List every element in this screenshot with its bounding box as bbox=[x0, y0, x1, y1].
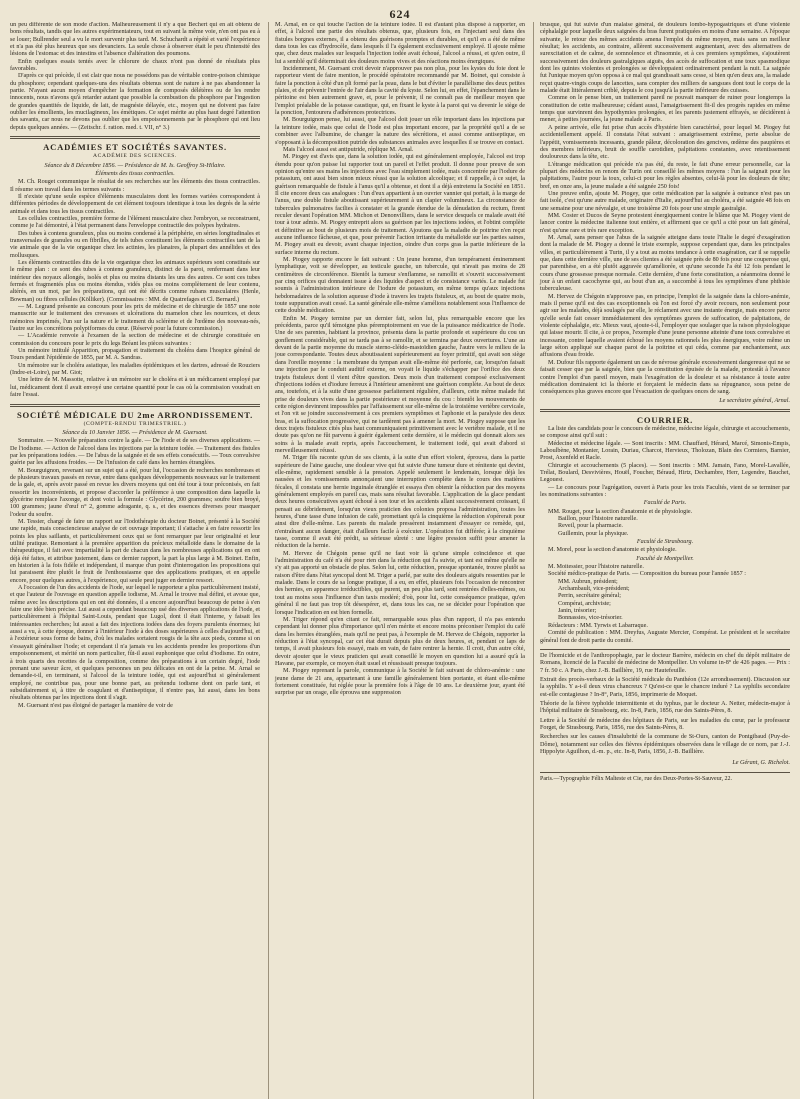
page-number: 624 bbox=[389, 7, 411, 21]
paragraph: MM. Rouget, pour la section d'anatomie et de physiologie. bbox=[548, 508, 693, 515]
session-info: Séance du 8 Décembre 1856. — Présidence de M. Is. Geoffroy St-Hilaire. bbox=[44, 162, 226, 169]
publication-notice: Extrait des procès-verbaux de la Société médicale du Panthéon (12e arrondissement). Discussion sur la syphilis. Y a-t-il deux virus chancreux ? Qu'est-ce que le chancre induré ? La syphilis secondaire est-elle contagieuse ? In-8°, Paris, 1856, imprimerie de Moquet. bbox=[540, 676, 790, 698]
list-item: Perrin, secrétaire général; bbox=[558, 593, 621, 600]
publication-notice: Lettre à la Société de médecine des hôpitaux de Paris, sur les maladies du cœur, par le professeur Forget, de Strasbourg. Paris, 1856, rue des Saints-Pères, 8. bbox=[540, 717, 790, 731]
section-title: COURRIER. bbox=[636, 414, 694, 425]
paragraph: M. Piogey est d'avis que, dans la solution iodée, qui est généralement employée, l'alcool est trop étendu pour qu'on puisse lui rapporter tout un pareil et l'effet produit. Il donne pour preuve de son opinion qu'entre ses mains les injections avec l'eau simplement iodée, mais concentrée par l'iodure de potassium, ont aussi bien sinon mieux réussi que la solution alcoolique; et il rappelle, à ce sujet, la guérison remarquable de fistule à l'anus qu'il a obtenue, et dont il a déjà entretenu la Société en 1851. Il cite encore deux cas analogues : l'un d'eux appartient à un ouvrier vannier qui portait, à la marge de l'anus, une double fistule aboutissant supérieurement à un clapier volumineux. La circonstance de tubercules pulmonaires facilies à constater et la grande étendue de la dénudation du rectum, firent reculer devant l'opération MM. Michon et Denonvilliers, dans le service desquels ce malade avait été tour à tour admis. M. Piogey entreprit alors sa guérison par les injections iodées, et l'obtint complète et définitive au bout de plusieurs mois de traitement. Ajoutons que la maladie de poitrine n'en reçut aucune influence fâcheuse, et que, pour prévenir l'action irritante du métalloïde sur les parties saines, M. Piogey avait eu devoir, avant chaque injection, oindre d'un corps gras la partie inférieure de la surface interne du rectum. bbox=[275, 154, 525, 256]
paragraph: M. Hervez de Chégoin n'approuve pas, en principe, l'emploi de la saignée dans la chloro-anémie, mais il pense qu'il est des cas exceptionnels où l'on est forcé d'y avoir recours, non seulement pour agir sur les malades, déjà soulagés par elle, le réclament avec une instante énergie, mais encore parce qu'elle seule fait cesser immédiatement des symptômes graves de suffocation, de palpitations, de violente céphalalgie, etc. Mieux vaut, ajoute-t-il, l'employer que soulager que la raison physiologique qui laisse mourir. Il cite, à ce propos, l'exemple d'une jeune personne atteinte d'une toux convulsive et incessante, contre laquelle avaient échoué les moyens rationnels les plus énergiques, voire même un large séton appliqué sur chaque paroi de la poitrine et qui céda, comme par enchantement, aux affusions d'eau froide. bbox=[540, 293, 790, 359]
paragraph: M. Tessier, chargé de faire un rapport sur l'Iodothérapie du docteur Boinet, présenté à la Société une rapide, mais consciencieuse analyse de cet ouvrage important; il s'attache à en faire ressortir les points les plus saillants, et particulièrement ceux qui se font remarquer par leur originalité et leur utilité pratique. Remontant à la première apparition du précieux métalloïde dans le domaine de la thérapeutique, il fait avec impartialité la part de chacun dans les nombreuses applications qui en ont déjà été faites, et attribue justement, dans ce dernier rapport, la part la plus large à M. Boinet. Enfin, en historien à la fois fidèle et indépendant, il marque d'un point d'interrogation les propositions qui lui paraissent être plutôt le fruit de l'enthousiasme que des applications pratiques, et en appelle encore, pour quelques autres, à l'expérience, qui seule peut juger en dernier ressort. bbox=[10, 518, 260, 584]
list-item: Reveil, pour la pharmacie. bbox=[558, 523, 623, 530]
paragraph: M. Hervez de Chégoin pense qu'il ne faut voir là qu'une simple coïncidence et que l'administration du café n'a été pour rien dans la réduction qui l'a suivie, et tant est même qu'elle ne s'y ait pas apporté un obstacle de plus. Selon lui, cette réduction, presque spontanée, trouve plutôt sa raison d'être dans l'état syncopal dont M. Triger a parlé, par suite des douleurs aiguës ressenties par le malade. Dans le cours de sa longue pratique, il a eu, en effet, plusieurs fois l'occasion de rencontrer des hernies, en apparence irréductibles, qui purent, un peu plus tard, sont rentrées d'elles-mêmes, ou tout au moins sous l'influence d'un taxis modéré; d'où, pour lui, cette conséquence pratique, qu'en général il ne faut pas trop tôt désespérer, et, dans tous les cas, ne se décider pour l'opération que lorsque l'indication en est bien formelle. bbox=[275, 550, 525, 616]
secretary-signature: Le secrétaire général, Arnal. bbox=[719, 397, 790, 404]
topic-heading: Éléments des tissus contractiles. bbox=[95, 170, 175, 177]
printer-imprint: Paris.—Typographie Félix Malteste et Cie, rue des Deux-Portes-St-Sauveur, 22. bbox=[540, 775, 732, 782]
column-left bbox=[10, 22, 260, 1099]
section-divider bbox=[540, 649, 790, 650]
list-item: Janin, trésorier; bbox=[558, 608, 597, 615]
paragraph: M. Guersant n'est pas éloigné de partager la manière de voir de bbox=[18, 702, 173, 709]
paragraph: Société médico-pratique de Paris. — Composition du bureau pour l'année 1857 : bbox=[548, 571, 746, 578]
paragraph: La liste des candidats pour le concours de médecine, médecine légale, chirurgie et accouchements, se compose ainsi qu'il suit : bbox=[540, 425, 790, 440]
article-columns bbox=[10, 22, 790, 1099]
column-right bbox=[533, 22, 790, 1099]
paragraph: — Le concours pour l'agrégation, ouvert à Paris pour les trois Facultés, vient de se terminer par les nominations suivantes : bbox=[540, 484, 790, 498]
publication-notice: Théorie de la fièvre typhoïde intermittente et du typhus, par le docteur A. Netter, médecin-major à l'hôpital militaire de Strasbourg, etc. In-8, Paris, 1856, rue des Saints-Pères, 8. bbox=[540, 700, 790, 715]
paragraph: Mais l'alcool aussi est antiputride, réplique M. Arnal. bbox=[283, 146, 414, 153]
paragraph: M. Piogey rapporte encore le fait suivant : Un jeune homme, d'un tempérament éminemment lymphatique, voit se développer, au testicule gauche, un tubercule, qui n'avait pas moins de 28 centimètres de circonférence. Bientôt la tumeur s'enflamme, se ramollit et s'ouvrit successivement par cinq orifices qui donnaient issue à des liquides d'aspect et de consistance variés. Le malade fut soumis à l'administration intérieure de l'iodure de potassium, en même temps qu'aux injections hebdomadaires de la solution aqueuse d'iode à travers les trajets fistuleux, et, au bout de quatre mois, toute suppuration avait cessé. La santé générale elle-même s'améliora notablement sous l'influence de cette double médication. bbox=[275, 257, 525, 315]
paragraph: D'après ce qui précède, il est clair que nous ne possédons pas de véritable contre-poison chimique du phosphore; cependant quelques-uns des résultats obtenus sont de nature à ne pas abandonner la partie. N'ayant aucun moyen d'empêcher la formation de composés délétères ou de les rendre innocents, nous n'avons qu'à retarder autant que possible la combustion du phosphore par l'ingestion de grandes quantités de liquide, de lait, de magnésie délayée, etc., moyen qui ne doivent pas faire oublier les émollients, les mucilagineux, les émétiques. Ce sujet mérite au plus haut degré l'attention des savants, car nous ne devons pas oublier que les empoisonnements par le phosphore qui ont lieu depuis quelques années. — (Zeitschr. f. ration. med. t. VII, n° 3.) bbox=[10, 73, 260, 131]
section-divider bbox=[540, 409, 790, 412]
paragraph: Des tubes à contenu granuleux, plus ou moins condensé à la périphérie, en séries longitudinales et transversales de granules ou en fibrilles, de tels tubes constituent les éléments contractiles tant de la vie animale que de la vie organique chez les actinies, les planaires, la plupart des annélides et des mollusques. bbox=[10, 230, 260, 259]
paragraph: A l'occasion de l'un des accidents de l'iode, sur lequel le rapporteur a plus particulièrement insisté, et que l'auteur de l'ouvrage en question appelle iodisme, M. Arnal le trouve mal défini, et avoue que, même avec les descriptions qui en ont été données, il a encore aujourd'hui beaucoup de peine à s'en faire une idée bien précise. Lui aussi a cependant beaucoup usé des diverses applications de l'iode, et particulièrement à l'hôpital Saint-Louis, pendant que Lugol, dont il était l'interne, y faisait les intéressantes recherches; lui aussi a fait des injections iodées dans des foyers purulents énormes; lui aussi a vu, à cette époque, donner à l'intérieur l'iode à des doses supérieures à celles d'aujourd'hui, et à l'extérieur sous forme de bains, d'où les malades sortaient rougis de la tête aux pieds, comme si on s'essayait généraliser l'iode; et cependant il n'a jamais vu les accidents prendre les proportions d'un empoisonnement, et mérité un nom particulier, fût-il aussi euphonique que celui d'iodisme. En outre, à trois quarts des recettes de la composition, comme des préparations à un certain degré, l'iode prenant une saveur âcre, et quelques personnes un peu délicates en ont de la peine. M. Arnal se demande-t-il, en terminant, si l'alcool de la teinture iodée, qui est aujourd'hui si généralement employé, ne contribue pas, pour une bonne part, au prétendu iodisme dont on parle tant, et subsidiairement si, à titre de coagulant et d'antiseptique, il n'entre pas, lui aussi, dans les bons résultats obtenus par les injections dont il s'agit. bbox=[10, 585, 260, 702]
paragraph: Un mémoire intitulé Apparition, propagation et traitement du choléra dans l'hospice général de Tours pendant l'épidémie de 1855, par M. A. Sandras. bbox=[10, 348, 260, 362]
publication-notice: Recherches sur les causes d'insalubrité de la commune de St-Ours, canton de Pontgibaud (Puy-de-Dôme), notamment sur celles des fièvres épidémiques observées dans le village de ce nom, par J.-J. Hippolyte Aguilhon, d.-m. p., etc. In-8, Paris, 1856, J.-B. Baillière. bbox=[540, 734, 790, 755]
list-item: Baillon, pour l'histoire naturelle. bbox=[558, 516, 638, 522]
paragraph: un peu différente de son mode d'action. Malheureusement il n'y a que Bechert qui en ait obtenu de bons résultats, tandis que les autres expérimentateurs, tout en suivant la même voie, n'en ont pas eu à se louer; Bullrender seul a vu le mort survenir plus tard. M. Schuchardt a répété et varié l'expérience et n'a pas été plus heureux que ses devanciers. La seule chose à observer était le peu d'intensité des lésions de l'estomac et des intestins et l'absence d'altération des poumons. bbox=[10, 22, 260, 58]
paragraph: Un mémoire sur le choléra asiatique, les maladies épidémiques et les dartres, adressé de Rouziers (Indre-et-Loire), par M. Giot; bbox=[10, 362, 260, 377]
section-subtitle: ACADÉMIE DES SCIENCES. bbox=[93, 153, 177, 160]
paragraph: M. Triger répond qu'en citant ce fait, remarquable sous plus d'un rapport, il n'a pas entendu cependant lui donner plus d'importance qu'il n'en mérite et encore moins préconiser l'emploi du café dans les hernies étranglées, mais qu'il ne peut pas, à l'exemple de M. Hervez de Chégoin, rapporter la réduction à l'état syncopal, car cet état durait depuis plus de deux heures, et, pendant ce laps de temps, il avait plusieurs fois essayé, mais en vain, de faire rentrer la hernie. Il croit, d'un autre côté, devoir ajouter que le vieux praticien qui avait conseillé le moyen en question lui a assuré qu'à la Havane, par exemple, ce moyen était usuel et réussissait presque toujours. bbox=[275, 616, 525, 667]
paragraph: Une lettre de M. Massotte, relative à un mémoire sur le choléra et à un médicament employé par lui, médicament dont il avait envoyé une certaine quantité pour le cas où la commission voudrait en faire l'essai. bbox=[10, 377, 260, 399]
paragraph: — M. Legrand présente au concours pour les prix de médecine et de chirurgie de 1857 une note manuscrite sur le traitement des crevasses et ulcérations du mamelon chez les nourrices, et deux mémoires imprimés, l'un sur la nature et le traitement du sclérème et de l'œdème des nouveau-nés, l'autre sur les concrétions polypiformes du cœur. (Réservé pour la future commission.) bbox=[10, 304, 260, 333]
paragraph: A peine arrivée, elle fut prise d'un accès d'hystérie bien caractérisé, pour lequel M. Piogey fut accidentellement appelé. Il constata l'état suivant : amaigrissement extrême, perte absolue de l'appétit, vomissements incessants, grande pâleur, décoloration des gencives, œdème des paupières et des membres inférieurs, bruit de souffle carotidien, palpitations constantes, avec retentissement douloureux dans la tête, etc. bbox=[540, 124, 790, 161]
section-title: ACADÉMIES ET SOCIÉTÉS SAVANTES. bbox=[43, 142, 227, 153]
paragraph: Enfin quelques essais tentés avec le chlorure de chaux n'ont pas donné de résultats plus favorables. bbox=[10, 58, 260, 73]
paragraph: M. Arnal, en ce qui touche l'action de la teinture iodée. Il est d'autant plus disposé à rapporter, en effet, à l'alcool une partie des résultats obtenus, que, plusieurs fois, en l'injectant seul dans des fistules borgnes externes, il a obtenu des guérisons promptes et durables, et qu'il en a été de même dans tous les cas d'hydrocèle, dans lesquels il l'a également exclusivement employé. Il ajoute même que, chez deux malades sur lesquels l'injection iodée avait échoué, l'alcool a réussi, et qu'en outre, il lui a semblé qu'il déterminait des douleurs moins vives et des réactions moins énergiques. bbox=[275, 22, 525, 65]
paragraph: L'étrange médication qui précède n'a pas été, du reste, le fait d'une erreur personnelle, car la plupart des médecins en renom de Turin ont conseillé les mêmes moyens : l'un la saignait pour les palpitations, l'autre pour la toux, celui-ci pour les règles absentes, celui-là pour les douleurs de tête; bref, en onze ans, la jeune malade a été saignée 250 fois! bbox=[540, 161, 790, 190]
section-divider bbox=[540, 772, 790, 773]
paragraph: Comme on le pense bien, un traitement pareil ne pouvait manquer de ruiner pour longtemps la constitution de cette malheureuse; cédant aussi, l'amaigrissement fit-il des progrès rapides en même temps que survinrent des hypothymies prolongées, et les parents justement effrayés, se décidèrent à mener, à petites journées, la jeune malade à Paris. bbox=[540, 95, 790, 124]
list-item: Bonnassies, vice-trésorier. bbox=[558, 615, 623, 622]
list-item: MM. Aubrun, président; bbox=[558, 578, 618, 585]
paragraph: Comité de publication : MM. Dreyfus, Auguste Mercier, Compérat. Le président et le secrétaire général font de droit partie du comité. bbox=[540, 630, 790, 644]
manager-signature: Le Gérant, G. Richelot. bbox=[732, 760, 790, 767]
list-item: Archambault, vice-président; bbox=[558, 586, 630, 593]
section-divider bbox=[10, 136, 260, 139]
paragraph: M. Dufour fils rapporte également un cas de névrose générale excessivement dangereuse qui ne se faisait cesser que par la saignée, bien que la constitution épuisée de la malade, protestât à l'avance contre l'emploi d'un pareil moyen, mais l'exagération de la douleur et sa résistance à toute autre médication dominaient ici la théorie et forçaient le médecin dans sa répugnance, sous peine de conséquences plus graves encore que l'évacuation de quelques onces de sang. bbox=[540, 359, 790, 396]
faculty-heading: Faculté de Paris. bbox=[643, 500, 687, 507]
paragraph: M. Ch. Rouget communique le résultat de ses recherches sur les éléments des tissus contractiles. Il résume son travail dans les termes suivants : bbox=[10, 179, 260, 193]
paragraph: M. Bourguignon pense, lui aussi, que l'alcool doit jouer un rôle important dans les injections par la teinture iodée, mais que celui de l'iode est plus important encore, par la propriété qu'il a de se combiner avec l'albumine, de changer la nature des sécrétions, et aussi comme antiseptique, en s'opposant à la décomposition putride des substances animales avec lesquelles il se trouve en contact. bbox=[275, 117, 525, 146]
faculty-heading: Faculté de Montpellier. bbox=[636, 555, 694, 562]
publication-notice: De l'homicide et de l'anthropophagie, par le docteur Barrère, médecin en chef du dépôt militaire de Romans, licencié de la Faculté de médecine de Montpellier. Un volume in-8° de 426 pages. — Prix : 7 fr. 50 c. A Paris, chez J.-B. Baillière, 19, rue Hautefeuille. bbox=[540, 652, 790, 674]
faculty-heading: Faculté de Strasbourg. bbox=[636, 539, 694, 546]
section-subtitle: (COMPTE-RENDU TRIMESTRIEL.) bbox=[83, 420, 187, 427]
paragraph: Rédacteurs : MM. Tyrwis et Labarraque. bbox=[548, 622, 648, 629]
paragraph: Une preuve enfin, ajoute M. Piogey, que cette médication par la saignée à outrance n'est pas un fait isolé, c'est qu'une autre malade, originaire d'Italie, aujourd'hui au choléra, a été saignée 48 fois en une semaine pour une névralgie, et une troisième 20 fois pour une simple gastralgie. bbox=[540, 190, 790, 212]
paragraph: Les cellules contractiles, première forme de l'élément musculaire chez l'embryon, se reconstruent, comme je l'ai démontré, à l'état permanent dans l'enveloppe contractile des polypes hydraires. bbox=[10, 215, 260, 230]
summary-paragraph: Sommaire. — Nouvelle préparation contre la gale. — De l'iode et de ses diverses applications. — De l'iodisme. — Action de l'alcool dans les injections par la teinture iodée. — Traitement des fistules par les préparations iodées. — De l'abus de la saignée et de ses effets consécutifs. — Toux convulsive guérie par les affusions froides. — De l'infusion de café dans les hernies étranglées. bbox=[10, 438, 260, 467]
session-info: Séance du 10 Janvier 1856. — Présidence de M. Guersant. bbox=[62, 429, 208, 436]
paragraph: M. Piogey reprenant la parole, communique à la Société le fait suivant de chloro-anémie : une jeune dame de 21 ans, appartenant à une famille généralement bien portante, et étant elle-même fortement constituée, fut réglée pour la première fois à l'âge de 10 ans. Le deuxième jour, ayant été surprise par un orage, elle éprouva une suppression bbox=[275, 668, 525, 697]
paragraph: M. Moitessier, pour l'histoire naturelle. bbox=[548, 564, 644, 571]
paragraph: M. Morel, pour la section d'anatomie et physiologie. bbox=[548, 547, 677, 554]
paragraph: M. Arnal, sans penser que l'abus de la saignée atteigne dans toute l'Italie le degré d'exagération dont la malade de M. Piogey a donné le triste exemple, suppose cependant que, dans les principales villes, et particulièrement à Turin, il y a tout au moins tendance à cette exagération, car il se rappelle que, dans cette dernière ville, une de ses clientes a été saignée près de 80 fois pour une couperose qui, par parenthèse, en a été plutôt aggravée qu'améliorée, et qu'une seconde l'a été 12 fois pendant le cours d'une grossesse presque normale. Cette dernière, d'une forte constitution, a néanmoins donné le jour à un enfant cacochyme qui, au bout d'un an, a succombé à tous les symptômes d'une phthisie tuberculeuse. bbox=[540, 234, 790, 293]
paragraph: brusque, qui fut suivie d'un malaise général, de douleurs lombo-hypogastriques et d'une violente céphalalgie pour laquelle deux saignées du bras furent pratiquées en moins d'une semaine. A l'époque suivante, le retour des mêmes accidents amena l'emploi du même moyen, mais sans un meilleur résultat; les accidents, au contraire, allèrent successivement augmentant, avec des alternatives de surexcitation et de calme, de somnolence et d'insomnie, et à ces premiers symptômes, s'ajoutèrent successivement des douleurs gastralgiques aiguës, des accès de suffocation et une toux spasmodique dont les quintes violentes et prolongées se développaient ordinairement pendant la nuit. La saignée fut l'unique moyen qu'on opposa à ce mal qui grandissait sans cesse, si bien qu'en deux ans, la malade reçut quatre-vingts coups de lancettes, sans compter des milliers de sangsues dont tout le corps de la malade était littéralement criblé, depuis le cou jusqu'à la partie inférieure des cuisses. bbox=[540, 22, 790, 95]
section-title: SOCIÉTÉ MÉDICALE DU 2me ARRONDISSEMENT. bbox=[16, 409, 254, 420]
paragraph: M. Bourguignon, revenant sur un sujet qui a été, pour lui, l'occasion de recherches nombreuses et de plusieurs travaux passés en revue, entre dans quelques développements nouveaux sur le traitement de la gale, et, après avoir passé en revue les divers moyens qui ont été tour à tour préconisés, en fait ressortir les inconvénients, et propose d'accorder la préférence à une composition dans laquelle la glycérine remplace l'axonge, et dont voici la formule : Glycérine, 200 grammes; soufre bien broyé, 100 grammes; jaune d'œuf n° 2, gomme adragante, q. s., et des essences diverses pour masquer l'odeur du soufre. bbox=[10, 467, 260, 518]
list-item: Guillemin, pour la physique. bbox=[558, 530, 629, 537]
paragraph: M. Triger fils raconte qu'un de ses clients, à la suite d'un effort violent, éprouva, dans la partie supérieure de l'aine gauche, une douleur vive qui fut suivie d'une tumeur dure et rénitente qui devint, elle-même, rapidement sensible à la pression. Appelé seulement le lendemain, lorsque déjà les nausées et les vomissements annonçaient une interruption complète dans le cours des matières fécales, il constata une hernie inguinale étranglée et essaya d'en obtenir la réduction par des moyens généralement employés en pareil cas, mais sans résultat favorable. L'application de la glace pendant deux heures consécutives ayant échoué à son tour et les accidents allant successivement croissant, il pensait au débridement, lorsqu'un vieux praticien des colonies proposa l'administration, toutes les heures, d'une tasse d'une infusion de café, promettant qu'à la cinquième la réduction s'opérerait pour ainsi dire d'elle-même. Les parents du malade pressèrent instamment d'essayer ce remède, qui, n'entraînant aucun danger, était d'ailleurs facile à exécuter. L'opération fut différée; à la cinquième tasse, comme il avait été prédit, sa sérieuse sûreté : une légère pression suffit pour amener la réduction de la hernie. bbox=[275, 455, 525, 550]
list-item: Compérat, archiviste; bbox=[558, 600, 611, 607]
paragraph: Les éléments contractiles dits de la vie organique chez les animaux supérieurs sont constitués sur le même plan : ce sont des tubes à contenu granuleux, distinct de la paroi, renfermant dans leur intérieur des noyaux allongés, isolés et plus ou moins distants les uns des autres. Ce sont ces tubes fermés et fragmentés plus ou moins étendus, vidés plus ou moins complètement de leur contenu, altérés, en un mot, par les préparations, qui ont été décrits comme rubans musculaires (Henle, Bowman) ou fibres cellules (Kölliker). (Commissaires : MM. de Quatrefages et Cl. Bernard.) bbox=[10, 259, 260, 303]
paragraph: Chirurgie et accouchements (5 places). — Sont inscrits : MM. Jamain, Fano, Morel-Lavallée, Trélat, Boulard, Desvivières, Houël, Foucher, Béraud, Hirtz, Dechambre, Herr, Legendre, Bauchet, Legouest. bbox=[540, 462, 790, 484]
column-middle bbox=[268, 22, 525, 1099]
paragraph: Médecine et médecine légale. — Sont inscrits : MM. Chauffard, Hérard, Marcé, Simonis-Empis, Laboulbène, Montanier, Lorain, Duriau, Charcot, Hervieux, Tholozan, Blain des Cormiers, Barnier, Prost, Axenfeld et Racle. bbox=[540, 440, 790, 462]
paragraph: — L'Académie renvoie à l'examen de la section de médecine et de chirurgie constituée en commission du concours pour le prix du legs Bréant les pièces suivantes : bbox=[10, 333, 260, 347]
paragraph: Incidemment, M. Guersant croit devoir n'approuver pas non plus, pour les kystes du foie dont le rapporteur vient de faire mention, le procédé opératoire recommandé par M. Boinet, qui consiste à faire la ponction à côté d'un pli formé par la peau, dans le but d'éviter le parallélisme des deux petites plaies, et de prévenir l'entrée de l'air dans la cavité du kyste. Selon lui, en effet, l'épanchement dans le péritoine est bien autrement grave, et, pour le prévenir, il ne connaît pas de meilleur moyen que l'emploi préalable de la potasse caustique, qui, en fixant le kyste à la paroi qui va devenir le siège de la ponction, l'entourera d'adhérences protectrices. bbox=[275, 66, 525, 117]
paragraph: Il n'existe qu'une seule espèce d'éléments musculaires dont les formes variées correspondent à différentes périodes de développement de cet élément toujours identique à tous les degrés de la série animale et dans tous les tissus contractiles. bbox=[10, 193, 260, 215]
paragraph: Enfin M. Piogey termine par un dernier fait, selon lui, plus remarquable encore que les précédents, parce qu'il témoigne plus péremptoirement en vue de la puissance médicatrice de l'iode. Une de ses parentes, habitant la province, présenta dans la partie profonde et supérieure du cou un gonflement considérable, qui ne tarda pas à se ramollir, et se termina par deux ouvertures. L'une au devant de la partie moyenne du muscle sterno-cléido-mastoïdien gauche, l'autre vers le milieu de la joue correspondante. Toutes deux aboutissaient supérieurement au foyer primitif, qui avait son siège dans l'oreille moyenne : la membrane du tympan avait elle-même été perforée, car, lorsqu'on faisait une injection par le conduit auditif externe, on voyait le liquide s'échapper par l'orifice des deux trajets fistuleux dont il vient d'être question. Deux mois d'un traitement composé exclusivement d'injections iodées et d'iodure ferreux à l'intérieur amenèrent une guérison complète. Au bout de deux ans, toutefois, et à la suite d'une grossesse parfaitement régulière, d'ailleurs, cette même malade fut prise de douleurs vives dans la partie postérieure et moyenne du cou : bientôt les mouvements de cette région devinrent impossibles par l'affaissement sur elle-même de la troisième vertèbre cervicale, et l'on vit se joindre successivement à ces premiers symptômes et l'aphonie et la paralysie des deux bras, et la suffocation progressive, qui ne tardèrent pas à amener la mort. M. Piogey suppose que les deux trajets fistuleux cités plus haut communiquaient primitivement avec le vertèbre malade, et il ne doute pas qu'on ne fût parvenu à guérir également cette dernière, si le médecin qui donnait alors ses soins à la malade avait repris, après l'accouchement, le traitement iodé, qui avait d'abord si merveilleusement réussi. bbox=[275, 315, 525, 454]
paragraph: MM. Coster et Ducos de Seyne protestent énergiquement contre le blâme que M. Piogey vient de lancer contre la médecine italienne tout entière, et affirment que ce qu'il a cité pour un fait général, n'est qu'une rare et très rare exception. bbox=[540, 212, 790, 234]
section-divider bbox=[10, 404, 260, 407]
